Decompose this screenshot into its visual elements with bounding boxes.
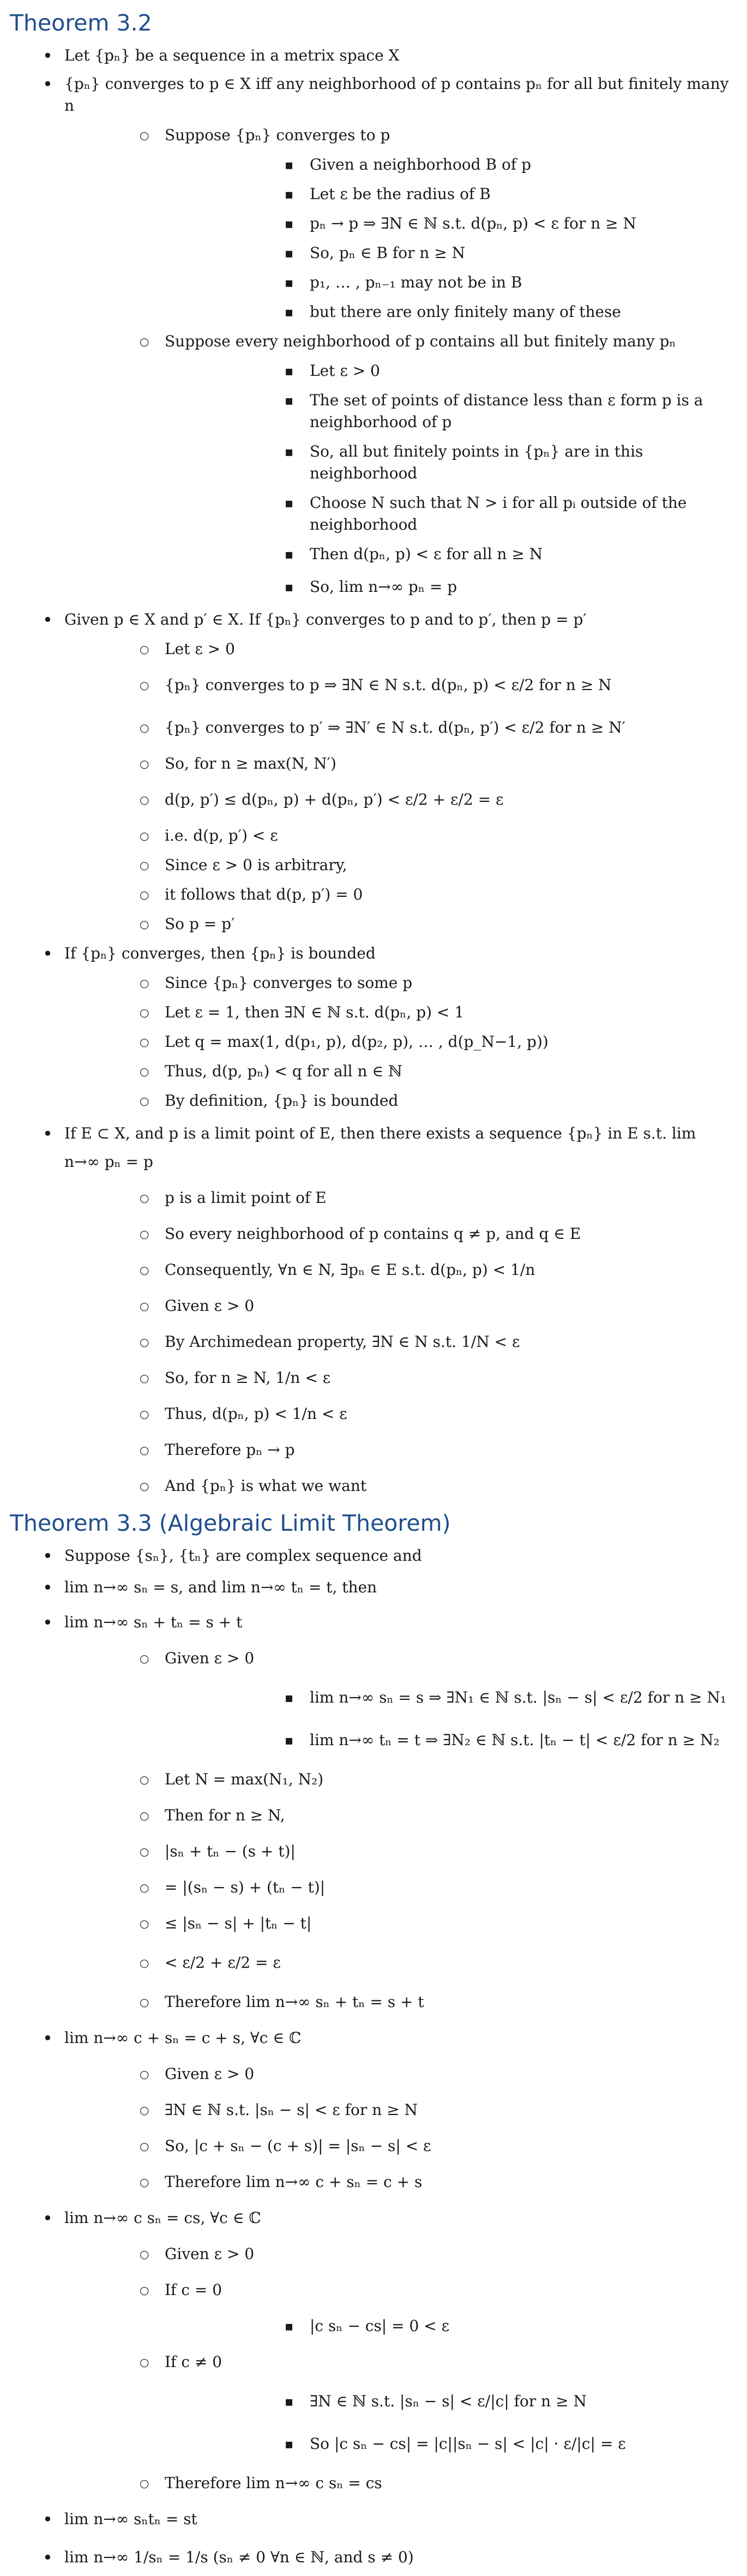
list-item: ○ Since {pₙ} converges to some p [64, 972, 736, 994]
list-item: ○ ≤ |sₙ − s| + |tₙ − t| [64, 1909, 736, 1938]
theorem-3-3-list [10, 1545, 736, 2575]
list-item [64, 2348, 736, 2461]
list-item: ○ {pₙ} converges to p ⇒ ∃N ∈ N s.t. d(pₙ, p) < ε/2 for n ≥ N [64, 668, 736, 703]
list-item: ○ Therefore lim n→∞ sₙ + tₙ = s + t [64, 1988, 736, 2016]
list-item: • Let {pₙ} be a sequence in a metrix space X [10, 45, 736, 67]
theorem-3-2-section [10, 8, 736, 1500]
list-item: ○ Since ε > 0 is arbitrary, [64, 854, 736, 876]
list-item: ○ it follows that d(p, p′) = 0 [64, 884, 736, 906]
item-text: If c ≠ 0 [165, 2353, 222, 2371]
list-item: ○ So p = p′ [64, 913, 736, 935]
item-text: lim n→∞ sₙ + tₙ = s + t [64, 1613, 243, 1631]
list-item: ○ Therefore pₙ → p [64, 1436, 736, 1464]
list-item: ▪ lim n→∞ tₙ = t ⇒ ∃N₂ ∈ ℕ s.t. |tₙ − t| < ε/2 for n ≥ N₂ [165, 1723, 736, 1758]
theorem-3-2-list [10, 45, 736, 1500]
list-item: ○ p is a limit point of E [64, 1184, 736, 1212]
item-text: {pₙ} converges to p ∈ X iff any neighborhood of p contains pₙ for all but finitely many n [64, 75, 729, 115]
list-item: ○ Given ε > 0 [64, 2240, 736, 2268]
list-item: ○ Therefore lim n→∞ c sₙ = cs [64, 2469, 736, 2497]
list-item: ○ |sₙ + tₙ − (s + t)| [64, 1837, 736, 1866]
list-item: ▪ So, pₙ ∈ B for n ≥ N [165, 242, 736, 264]
list-item [10, 73, 736, 601]
list-item: ○ By Archimedean property, ∃N ∈ N s.t. 1/N < ε [64, 1328, 736, 1356]
list-item [10, 2204, 736, 2497]
item-text: Given p ∈ X and p′ ∈ X. If {pₙ} converges to p and to p′, then p = p′ [64, 610, 587, 628]
list-item: ▪ ∃N ∈ ℕ s.t. |sₙ − s| < ε/|c| for n ≥ N [165, 2384, 736, 2419]
list-item: ○ Let q = max(1, d(p₁, p), d(p₂, p), … , d(p_N−1, p)) [64, 1031, 736, 1053]
list-item: ▪ pₙ → p ⇒ ∃N ∈ ℕ s.t. d(pₙ, p) < ε for n ≥ N [165, 213, 736, 235]
list-item: ○ Given ε > 0 [64, 2060, 736, 2088]
list-item: ▪ Let ε > 0 [165, 360, 736, 382]
list-item [10, 943, 736, 1112]
list-item: ▪ Let ε be the radius of B [165, 183, 736, 205]
list-item: ○ Therefore lim n→∞ c + sₙ = c + s [64, 2168, 736, 2196]
list-item: ○ ∃N ∈ ℕ s.t. |sₙ − s| < ε for n ≥ N [64, 2096, 736, 2124]
list-item: ▪ So, lim n→∞ pₙ = p [165, 573, 736, 601]
list-item: ○ = |(sₙ − s) + (tₙ − t)| [64, 1873, 736, 1902]
item-text: Suppose {pₙ} converges to p [165, 126, 390, 144]
list-item: ▪ Given a neighborhood B of p [165, 154, 736, 176]
list-item: • lim n→∞ sₙtₙ = st [10, 2505, 736, 2533]
list-item: ○ Let N = max(N₁, N₂) [64, 1765, 736, 1794]
list-item: ○ Given ε > 0 [64, 1292, 736, 1320]
list-item: • Suppose {sₙ}, {tₙ} are complex sequence and [10, 1545, 736, 1567]
list-item: ▪ Choose N such that N > i for all pᵢ outside of the neighborhood [165, 492, 736, 536]
list-item: ○ Thus, d(p, pₙ) < q for all n ∈ ℕ [64, 1061, 736, 1082]
list-item: • lim n→∞ sₙ = s, and lim n→∞ tₙ = t, then [10, 1573, 736, 1602]
item-text: Suppose every neighborhood of p contains all but finitely many pₙ [165, 332, 676, 350]
list-item: ○ So, for n ≥ max(N, N′) [64, 753, 736, 775]
list-item: ○ Consequently, ∀n ∈ N, ∃pₙ ∈ E s.t. d(pₙ, p) < 1/n [64, 1256, 736, 1284]
list-item: ○ < ε/2 + ε/2 = ε [64, 1945, 736, 1980]
list-item [64, 124, 736, 323]
list-item: ○ Then for n ≥ N, [64, 1801, 736, 1830]
list-item [64, 331, 736, 601]
list-item: ○ Let ε = 1, then ∃N ∈ ℕ s.t. d(pₙ, p) < 1 [64, 1002, 736, 1023]
theorem-3-3-section [10, 1508, 736, 2575]
list-item: ○ {pₙ} converges to p′ ⇒ ∃N′ ∈ N s.t. d(pₙ, p′) < ε/2 for n ≥ N′ [64, 710, 736, 745]
list-item: ▪ but there are only finitely many of these [165, 301, 736, 323]
item-text: If c = 0 [165, 2281, 222, 2299]
list-item [10, 1119, 736, 1500]
list-item [64, 2276, 736, 2340]
list-item: ○ Let ε > 0 [64, 638, 736, 660]
list-item: ○ i.e. d(p, p′) < ε [64, 825, 736, 847]
list-item [10, 2024, 736, 2196]
list-item: ○ And {pₙ} is what we want [64, 1472, 736, 1500]
list-item: ○ d(p, p′) ≤ d(pₙ, p) + d(pₙ, p′) < ε/2 + ε/2 = ε [64, 782, 736, 817]
list-item: ○ By definition, {pₙ} is bounded [64, 1090, 736, 1112]
list-item: ▪ p₁, … , pₙ₋₁ may not be in B [165, 272, 736, 293]
list-item: ○ So every neighborhood of p contains q ≠ p, and q ∈ E [64, 1220, 736, 1248]
list-item: ○ So, |c + sₙ − (c + s)| = |sₙ − s| < ε [64, 2132, 736, 2160]
list-item: ▪ |c sₙ − cs| = 0 < ε [165, 2312, 736, 2340]
list-item [10, 609, 736, 935]
item-text: lim n→∞ c sₙ = cs, ∀c ∈ ℂ [64, 2209, 261, 2227]
list-item: ▪ Then d(pₙ, p) < ε for all n ≥ N [165, 543, 736, 565]
list-item [10, 1608, 736, 2016]
item-text: Given ε > 0 [165, 1649, 255, 1667]
item-text: lim n→∞ c + sₙ = c + s, ∀c ∈ ℂ [64, 2029, 302, 2047]
list-item: ▪ So |c sₙ − cs| = |c||sₙ − s| < |c| · ε/|c| = ε [165, 2427, 736, 2461]
list-item: ▪ The set of points of distance less than ε form p is a neighborhood of p [165, 390, 736, 433]
list-item: • lim n→∞ 1/sₙ = 1/s (sₙ ≠ 0 ∀n ∈ ℕ, and s ≠ 0) [10, 2540, 736, 2575]
theorem-title: Theorem 3.2 [10, 10, 152, 36]
list-item: ▪ So, all but finitely points in {pₙ} are in this neighborhood [165, 441, 736, 484]
list-item: ○ Thus, d(pₙ, p) < 1/n < ε [64, 1400, 736, 1428]
list-item: ○ So, for n ≥ N, 1/n < ε [64, 1364, 736, 1392]
list-item: ▪ lim n→∞ sₙ = s ⇒ ∃N₁ ∈ ℕ s.t. |sₙ − s| < ε/2 for n ≥ N₁ [165, 1680, 736, 1715]
item-text: If {pₙ} converges, then {pₙ} is bounded [64, 944, 376, 962]
theorem-title: Theorem 3.3 (Algebraic Limit Theorem) [10, 1510, 451, 1536]
list-item [64, 1644, 736, 1758]
item-text: If E ⊂ X, and p is a limit point of E, then there exists a sequence {pₙ} in E s.t. lim n→∞ pₙ = p [64, 1124, 696, 1171]
